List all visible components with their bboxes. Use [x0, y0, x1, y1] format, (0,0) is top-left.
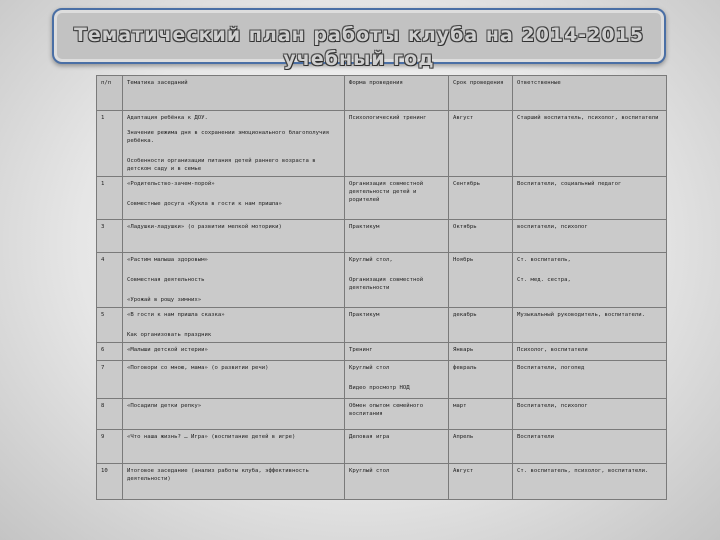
row-topic — [123, 308, 345, 343]
topic-line: Совместная деятельность — [127, 277, 205, 283]
topic-line: Особенности организации питания детей раннего возраста в детском саду и в семье — [127, 158, 316, 172]
header-form: Форма проведения — [345, 76, 449, 111]
row-responsible: Психолог, воспитатели — [513, 343, 667, 361]
header-topic: Тематика заседаний — [123, 76, 345, 111]
header-date: Срок проведения — [449, 76, 513, 111]
row-responsible: Старший воспитатель, психолог, воспитатели — [513, 111, 667, 177]
topic-line: «В гости к нам пришла сказка» — [127, 312, 225, 318]
table-row — [97, 253, 667, 308]
row-form: Психологический тренинг — [345, 111, 449, 177]
row-topic: «Посадили детки репку» — [123, 399, 345, 430]
row-date: Август — [449, 111, 513, 177]
row-responsible — [513, 253, 667, 308]
row-date: Ноябрь — [449, 253, 513, 308]
row-date: Сентябрь — [449, 177, 513, 220]
row-form — [345, 361, 449, 399]
page-title-line-2: учебный год — [283, 48, 435, 70]
row-responsible: Воспитатели — [513, 430, 667, 464]
form-line: Организация совместной деятельности — [349, 277, 424, 291]
row-number: 4 — [97, 253, 123, 308]
row-number: 9 — [97, 430, 123, 464]
topic-line: «Родительство-зачем-порой» — [127, 181, 215, 187]
row-date: декабрь — [449, 308, 513, 343]
row-responsible: Воспитатели, логопед — [513, 361, 667, 399]
table-row — [97, 111, 667, 177]
row-date: Январь — [449, 343, 513, 361]
table-header-row — [97, 76, 667, 111]
page-title-line-1: Тематический план работы клуба на 2014-2015 — [73, 24, 645, 46]
header-responsible: Ответственные — [513, 76, 667, 111]
row-form: Организация совместной деятельности детей и родителей — [345, 177, 449, 220]
row-topic: «Малыши детской истерии» — [123, 343, 345, 361]
table-row — [97, 464, 667, 500]
table-row — [97, 343, 667, 361]
responsible-line: Ст. воспитатель, — [517, 257, 571, 263]
row-form: Практикум — [345, 308, 449, 343]
title-banner — [52, 8, 666, 70]
row-date: Август — [449, 464, 513, 500]
row-responsible: Ст. воспитатель, психолог, воспитатели. — [513, 464, 667, 500]
row-number: 10 — [97, 464, 123, 500]
topic-line: Значение режима дня в сохранении эмоционального благополучия ребёнка. — [127, 130, 330, 144]
table-row — [97, 220, 667, 253]
responsible-line: Ст. мед. сестра, — [517, 277, 571, 283]
row-date: Октябрь — [449, 220, 513, 253]
row-topic: «Ладушки-ладушки» (о развитии мелкой моторики) — [123, 220, 345, 253]
topic-line: «Урожай в рощу зимних» — [127, 297, 202, 303]
table-row — [97, 177, 667, 220]
row-topic: «Поговори со мною, мама» (о развитии речи) — [123, 361, 345, 399]
row-responsible: Музыкальный руководитель, воспитатели. — [513, 308, 667, 343]
row-date: Апрель — [449, 430, 513, 464]
row-number: 1 — [97, 111, 123, 177]
form-line: Круглый стол — [349, 365, 390, 371]
row-responsible: воспитатели, психолог — [513, 220, 667, 253]
table-row — [97, 361, 667, 399]
row-topic: Итоговое заседание (анализ работы клуба, эффективность деятельности) — [123, 464, 345, 500]
table-row — [97, 399, 667, 430]
form-line: Видео просмотр НОД — [349, 385, 410, 391]
row-form — [345, 253, 449, 308]
row-form: Тренинг — [345, 343, 449, 361]
form-line: Круглый стол, — [349, 257, 393, 263]
row-date: февраль — [449, 361, 513, 399]
row-responsible: Воспитатели, психолог — [513, 399, 667, 430]
row-number: 8 — [97, 399, 123, 430]
topic-line: Как организовать праздник — [127, 332, 212, 338]
row-responsible: Воспитатели, социальный педагог — [513, 177, 667, 220]
row-form: Практикум — [345, 220, 449, 253]
row-number: 7 — [97, 361, 123, 399]
row-date: март — [449, 399, 513, 430]
row-topic: «Что наша жизнь? … Игра» (воспитание детей в игре) — [123, 430, 345, 464]
table-row — [97, 430, 667, 464]
row-number: 3 — [97, 220, 123, 253]
thematic-plan-table — [96, 75, 667, 500]
row-number: 5 — [97, 308, 123, 343]
row-topic — [123, 177, 345, 220]
table-row — [97, 308, 667, 343]
row-form: Круглый стол — [345, 464, 449, 500]
topic-line: «Растим малыша здоровым» — [127, 257, 208, 263]
row-number: 6 — [97, 343, 123, 361]
row-form: Обмен опытом семейного воспитания — [345, 399, 449, 430]
row-form: Деловая игра — [345, 430, 449, 464]
row-topic — [123, 111, 345, 177]
header-num: п/п — [97, 76, 123, 111]
topic-line: Адаптация ребёнка к ДОУ. — [127, 115, 208, 121]
row-number: 1 — [97, 177, 123, 220]
topic-line: Совместные досуга «Кукла в гости к нам пришла» — [127, 201, 282, 207]
row-topic — [123, 253, 345, 308]
